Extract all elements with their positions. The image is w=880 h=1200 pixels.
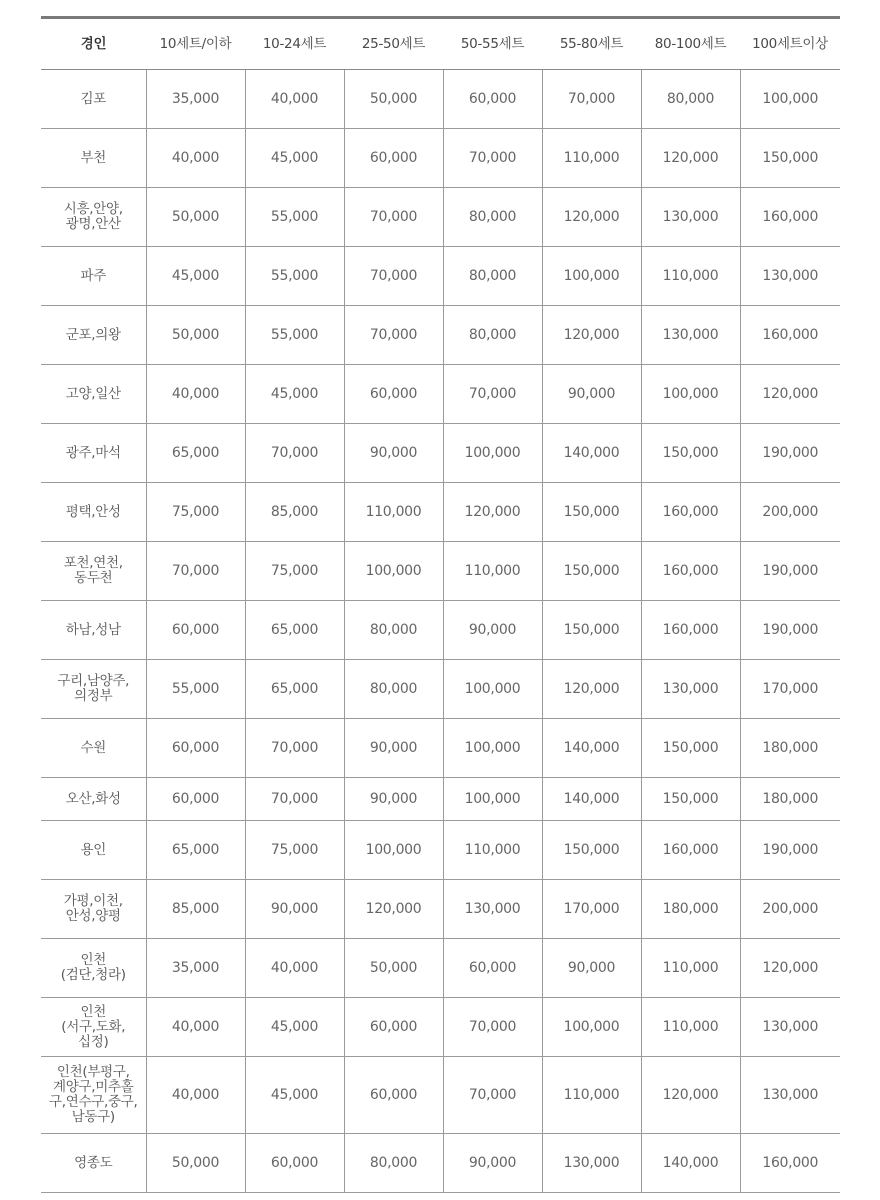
price-cell: 60,000 [443,70,542,129]
header-25-50: 25-50세트 [344,18,443,70]
region-line: 의정부 [74,688,113,704]
price-cell: 110,000 [443,821,542,880]
price-cell: 180,000 [641,880,740,939]
price-cell: 150,000 [641,719,740,778]
price-cell: 40,000 [245,939,344,998]
price-cell: 60,000 [146,719,245,778]
price-cell: 140,000 [542,424,641,483]
price-cell: 45,000 [245,129,344,188]
price-cell: 50,000 [146,1134,245,1193]
region-cell [41,1134,146,1193]
region-cell [41,998,146,1057]
price-cell: 100,000 [443,424,542,483]
region-cell [41,247,146,306]
region-cell [41,880,146,939]
region-line: 광주,마석 [65,444,121,461]
region-line: 오산,화성 [65,790,121,807]
price-cell: 130,000 [740,1057,840,1134]
price-cell: 100,000 [542,998,641,1057]
price-cell: 160,000 [641,483,740,542]
price-cell: 160,000 [641,542,740,601]
price-table-container [41,16,840,1193]
price-cell: 35,000 [146,939,245,998]
price-cell: 90,000 [344,719,443,778]
region-line: 계양구,미추홀 [53,1079,134,1095]
region-line: (검단,청라) [60,967,126,983]
price-cell: 80,000 [443,188,542,247]
price-cell: 70,000 [146,542,245,601]
price-cell: 120,000 [740,939,840,998]
price-cell: 120,000 [641,1057,740,1134]
table-row [41,306,840,365]
region-line: 인천 [80,1003,106,1020]
price-cell: 40,000 [146,129,245,188]
price-cell: 170,000 [542,880,641,939]
price-cell: 160,000 [740,306,840,365]
table-row [41,719,840,778]
price-cell: 110,000 [344,483,443,542]
price-cell: 100,000 [740,70,840,129]
region-line: 포천,연천, [63,555,123,571]
price-cell: 50,000 [146,188,245,247]
price-cell: 150,000 [542,483,641,542]
price-cell: 60,000 [245,1134,344,1193]
region-line: 구,연수구,중구, [49,1094,138,1110]
region-line: 하남,성남 [65,621,121,638]
region-line: 부천 [80,149,106,166]
price-cell: 130,000 [740,247,840,306]
price-cell: 70,000 [542,70,641,129]
price-cell: 60,000 [146,601,245,660]
region-cell [41,365,146,424]
price-cell: 70,000 [245,719,344,778]
price-cell: 40,000 [146,365,245,424]
price-cell: 45,000 [245,1057,344,1134]
price-cell: 160,000 [740,188,840,247]
price-cell: 55,000 [245,306,344,365]
region-cell [41,306,146,365]
price-cell: 200,000 [740,880,840,939]
price-cell: 75,000 [146,483,245,542]
price-cell: 60,000 [344,1057,443,1134]
region-line: (서구,도화, [61,1018,126,1035]
region-cell [41,188,146,247]
region-cell [41,542,146,601]
price-cell: 130,000 [641,660,740,719]
price-cell: 60,000 [344,129,443,188]
header-10-or-less: 10세트/이하 [146,18,245,70]
price-cell: 80,000 [443,306,542,365]
price-cell: 120,000 [641,129,740,188]
table-row [41,1057,840,1134]
price-cell: 120,000 [542,660,641,719]
price-cell: 180,000 [740,778,840,821]
price-cell: 140,000 [542,719,641,778]
region-line: 파주 [80,267,106,284]
price-cell: 75,000 [245,821,344,880]
price-cell: 100,000 [443,660,542,719]
region-line: 고양,일산 [65,385,121,402]
region-line: 안성,양평 [65,908,121,924]
price-cell: 100,000 [344,821,443,880]
price-cell: 65,000 [245,601,344,660]
price-cell: 170,000 [740,660,840,719]
region-line: 시흥,안양, [63,201,123,217]
table-row [41,129,840,188]
region-line: 광명,안산 [65,216,121,232]
price-cell: 80,000 [344,1134,443,1193]
region-line: 군포,의왕 [65,326,121,343]
price-cell: 70,000 [344,188,443,247]
region-cell [41,778,146,821]
price-cell: 100,000 [443,719,542,778]
price-cell: 70,000 [344,306,443,365]
table-header [41,18,840,70]
price-cell: 65,000 [146,424,245,483]
region-line: 남동구) [71,1109,115,1125]
price-cell: 45,000 [245,365,344,424]
table-row [41,821,840,880]
region-line: 가평,이천, [63,893,123,909]
price-cell: 120,000 [542,306,641,365]
header-10-24: 10-24세트 [245,18,344,70]
region-cell [41,821,146,880]
price-cell: 140,000 [641,1134,740,1193]
table-row [41,778,840,821]
price-cell: 90,000 [344,778,443,821]
price-cell: 190,000 [740,424,840,483]
price-cell: 110,000 [641,247,740,306]
price-cell: 120,000 [443,483,542,542]
region-line: 영종도 [74,1154,113,1171]
price-cell: 60,000 [443,939,542,998]
table-row [41,660,840,719]
price-cell: 70,000 [443,998,542,1057]
header-80-100: 80-100세트 [641,18,740,70]
price-cell: 130,000 [641,188,740,247]
price-cell: 190,000 [740,601,840,660]
region-cell [41,601,146,660]
price-cell: 40,000 [146,1057,245,1134]
region-line: 인천(부평구, [56,1064,130,1080]
table-row [41,365,840,424]
delivery-price-table [41,16,840,1193]
price-cell: 45,000 [245,998,344,1057]
region-cell [41,719,146,778]
table-body [41,70,840,1193]
table-row [41,542,840,601]
table-row [41,939,840,998]
region-line: 수원 [80,739,106,756]
price-cell: 110,000 [542,1057,641,1134]
region-line: 평택,안성 [65,503,121,520]
price-cell: 140,000 [542,778,641,821]
price-cell: 80,000 [344,660,443,719]
region-cell [41,70,146,129]
price-cell: 150,000 [542,542,641,601]
price-cell: 110,000 [641,998,740,1057]
region-cell [41,424,146,483]
price-cell: 55,000 [245,247,344,306]
price-cell: 130,000 [740,998,840,1057]
price-cell: 60,000 [146,778,245,821]
price-cell: 180,000 [740,719,840,778]
header-55-80: 55-80세트 [542,18,641,70]
price-cell: 50,000 [146,306,245,365]
price-cell: 110,000 [443,542,542,601]
region-cell [41,660,146,719]
price-cell: 50,000 [344,939,443,998]
region-line: 김포 [80,90,106,107]
price-cell: 90,000 [542,365,641,424]
price-cell: 35,000 [146,70,245,129]
price-cell: 130,000 [641,306,740,365]
table-row [41,880,840,939]
price-cell: 190,000 [740,821,840,880]
region-cell [41,939,146,998]
price-cell: 40,000 [245,70,344,129]
price-cell: 90,000 [443,1134,542,1193]
price-cell: 80,000 [344,601,443,660]
price-cell: 65,000 [245,660,344,719]
price-cell: 130,000 [443,880,542,939]
price-cell: 50,000 [344,70,443,129]
price-cell: 150,000 [641,778,740,821]
header-50-55: 50-55세트 [443,18,542,70]
price-cell: 70,000 [344,247,443,306]
header-region: 경인 [41,18,146,70]
header-row [41,18,840,70]
region-cell [41,1057,146,1134]
price-cell: 90,000 [245,880,344,939]
table-row [41,1134,840,1193]
price-cell: 100,000 [344,542,443,601]
table-row [41,188,840,247]
price-cell: 70,000 [443,365,542,424]
price-cell: 150,000 [542,821,641,880]
price-cell: 80,000 [443,247,542,306]
price-cell: 100,000 [443,778,542,821]
price-cell: 110,000 [542,129,641,188]
price-cell: 160,000 [641,601,740,660]
region-line: 용인 [80,841,106,858]
price-cell: 70,000 [443,129,542,188]
price-cell: 150,000 [641,424,740,483]
price-cell: 70,000 [245,424,344,483]
table-row [41,247,840,306]
price-cell: 45,000 [146,247,245,306]
price-cell: 120,000 [344,880,443,939]
price-cell: 70,000 [245,778,344,821]
price-cell: 65,000 [146,821,245,880]
region-cell [41,129,146,188]
price-cell: 85,000 [146,880,245,939]
price-cell: 55,000 [245,188,344,247]
price-cell: 100,000 [641,365,740,424]
region-line: 구리,남양주, [57,673,130,689]
table-row [41,424,840,483]
region-cell [41,483,146,542]
price-cell: 40,000 [146,998,245,1057]
price-cell: 100,000 [542,247,641,306]
region-line: 동두천 [74,570,113,586]
price-cell: 160,000 [641,821,740,880]
price-cell: 150,000 [740,129,840,188]
price-cell: 160,000 [740,1134,840,1193]
price-cell: 110,000 [641,939,740,998]
price-cell: 90,000 [443,601,542,660]
price-cell: 150,000 [542,601,641,660]
price-cell: 90,000 [344,424,443,483]
price-cell: 60,000 [344,998,443,1057]
table-row [41,998,840,1057]
price-cell: 120,000 [542,188,641,247]
region-line: 인천 [80,952,106,968]
price-cell: 55,000 [146,660,245,719]
price-cell: 90,000 [542,939,641,998]
price-cell: 130,000 [542,1134,641,1193]
price-cell: 60,000 [344,365,443,424]
price-cell: 190,000 [740,542,840,601]
region-line: 십정) [78,1033,109,1050]
price-cell: 85,000 [245,483,344,542]
price-cell: 70,000 [443,1057,542,1134]
header-100-plus: 100세트이상 [740,18,840,70]
price-cell: 200,000 [740,483,840,542]
table-row [41,483,840,542]
table-row [41,70,840,129]
price-cell: 80,000 [641,70,740,129]
table-row [41,601,840,660]
price-cell: 120,000 [740,365,840,424]
price-cell: 75,000 [245,542,344,601]
